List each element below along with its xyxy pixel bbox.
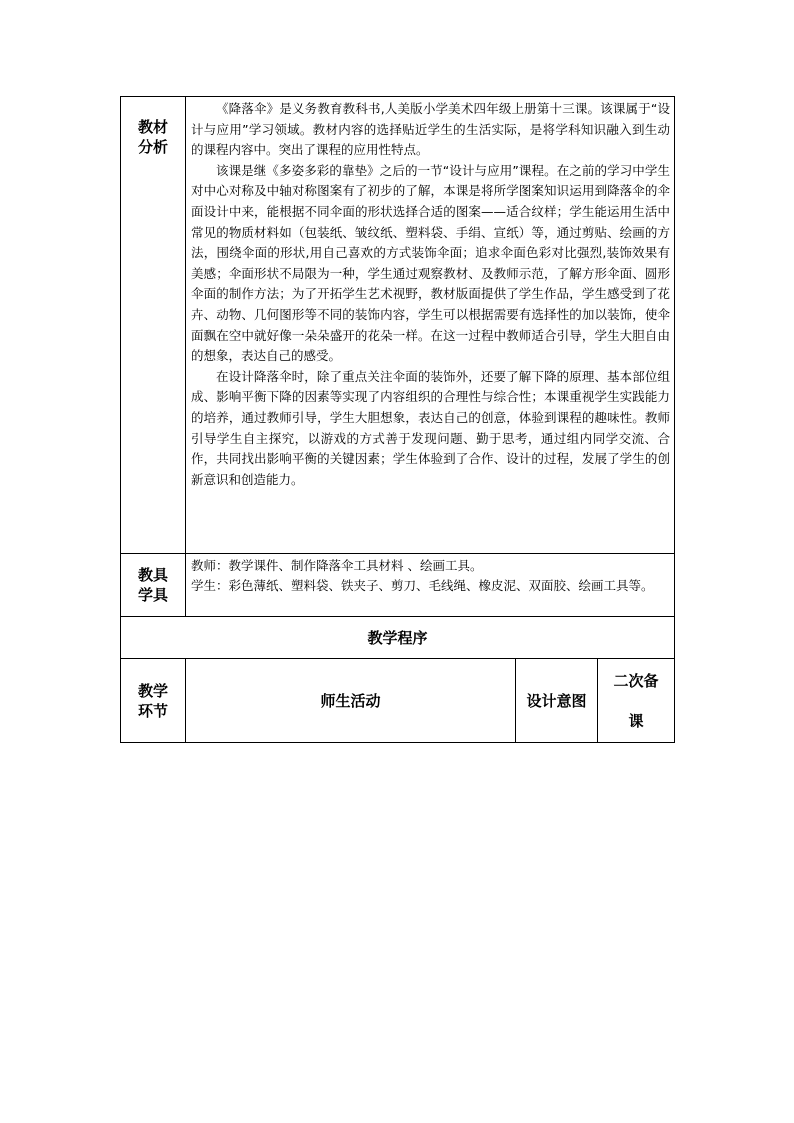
activity-column-header: 师生活动 xyxy=(186,659,516,743)
student-tools: 学生：彩色薄纸、塑料袋、铁夹子、剪刀、毛线绳、橡皮泥、双面胶、绘画工具等。 xyxy=(191,578,654,593)
stage-column-header: 教学环节 xyxy=(121,659,186,743)
analysis-paragraph: 该课是继《多姿多彩的靠垫》之后的一节“设计与应用”课程。在之前的学习中学生对中心对称及中轴对称图案有了初步的了解，本课是将所学图案知识运用到降落伞的伞面设计中来，能根据不同伞面的形状选择合适的图案——适合纹样；学生能运用生活中常见的物质材料如（包装纸、皱纹纸、塑料袋、手绢、宣纸）等，通过剪贴、绘画的方法，围绕伞面的形状,用自己喜欢的方式装饰伞面；追求伞面色彩对比强烈,装饰效果有美感；伞面形状不局限为一种，学生通过观察教材、及教师示范，了解方形伞面、圆形伞面的制作方法；为了开拓学生艺术视野，教材版面提供了学生作品，学生感受到了花卉、动物、几何图形等不同的装饰内容，学生可以根据需要有选择性的加以装饰，使伞面飘在空中就好像一朵朵盛开的花朵一样。在这一过程中教师适合引导，学生大胆自由的想象，表达自己的感受。 xyxy=(191,162,671,364)
procedure-title-row xyxy=(121,617,675,659)
analysis-paragraph: 《降落伞》是义务教育教科书,人美版小学美术四年级上册第十三课。该课属于“设计与应用”学习领域。教材内容的选择贴近学生的生活实际，是将学科知识融入到生动的课程内容中。突出了课程的应用性特点。 xyxy=(191,101,671,158)
lesson-plan-table xyxy=(120,96,675,743)
material-analysis-content xyxy=(186,97,675,554)
procedure-title: 教学程序 xyxy=(121,617,675,659)
material-analysis-label: 教材分析 xyxy=(121,97,186,554)
teacher-tools: 教师：教学课件、制作降落伞工具材料 、绘画工具。 xyxy=(191,558,483,573)
intent-column-header: 设计意图 xyxy=(516,659,598,743)
tools-row xyxy=(121,554,675,617)
material-analysis-row xyxy=(121,97,675,554)
procedure-header-row xyxy=(121,659,675,743)
analysis-paragraph: 在设计降落伞时，除了重点关注伞面的装饰外，还要了解下降的原理、基本部位组成、影响平衡下降的因素等实现了内容组织的合理性与综合性；本课重视学生实践能力的培养，通过教师引导，学生大胆想象，表达自己的创意，体验到课程的趣味性。教师引导学生自主探究，以游戏的方式善于发现问题、勤于思考，通过组内同学交流、合作，共同找出影响平衡的关键因素；学生体验到了合作、设计的过程，发展了学生的创新意识和创造能力。 xyxy=(191,368,671,487)
backup-column-header: 二次备课 xyxy=(598,659,675,743)
tools-content xyxy=(186,554,675,617)
tools-label: 教具学具 xyxy=(121,554,186,617)
